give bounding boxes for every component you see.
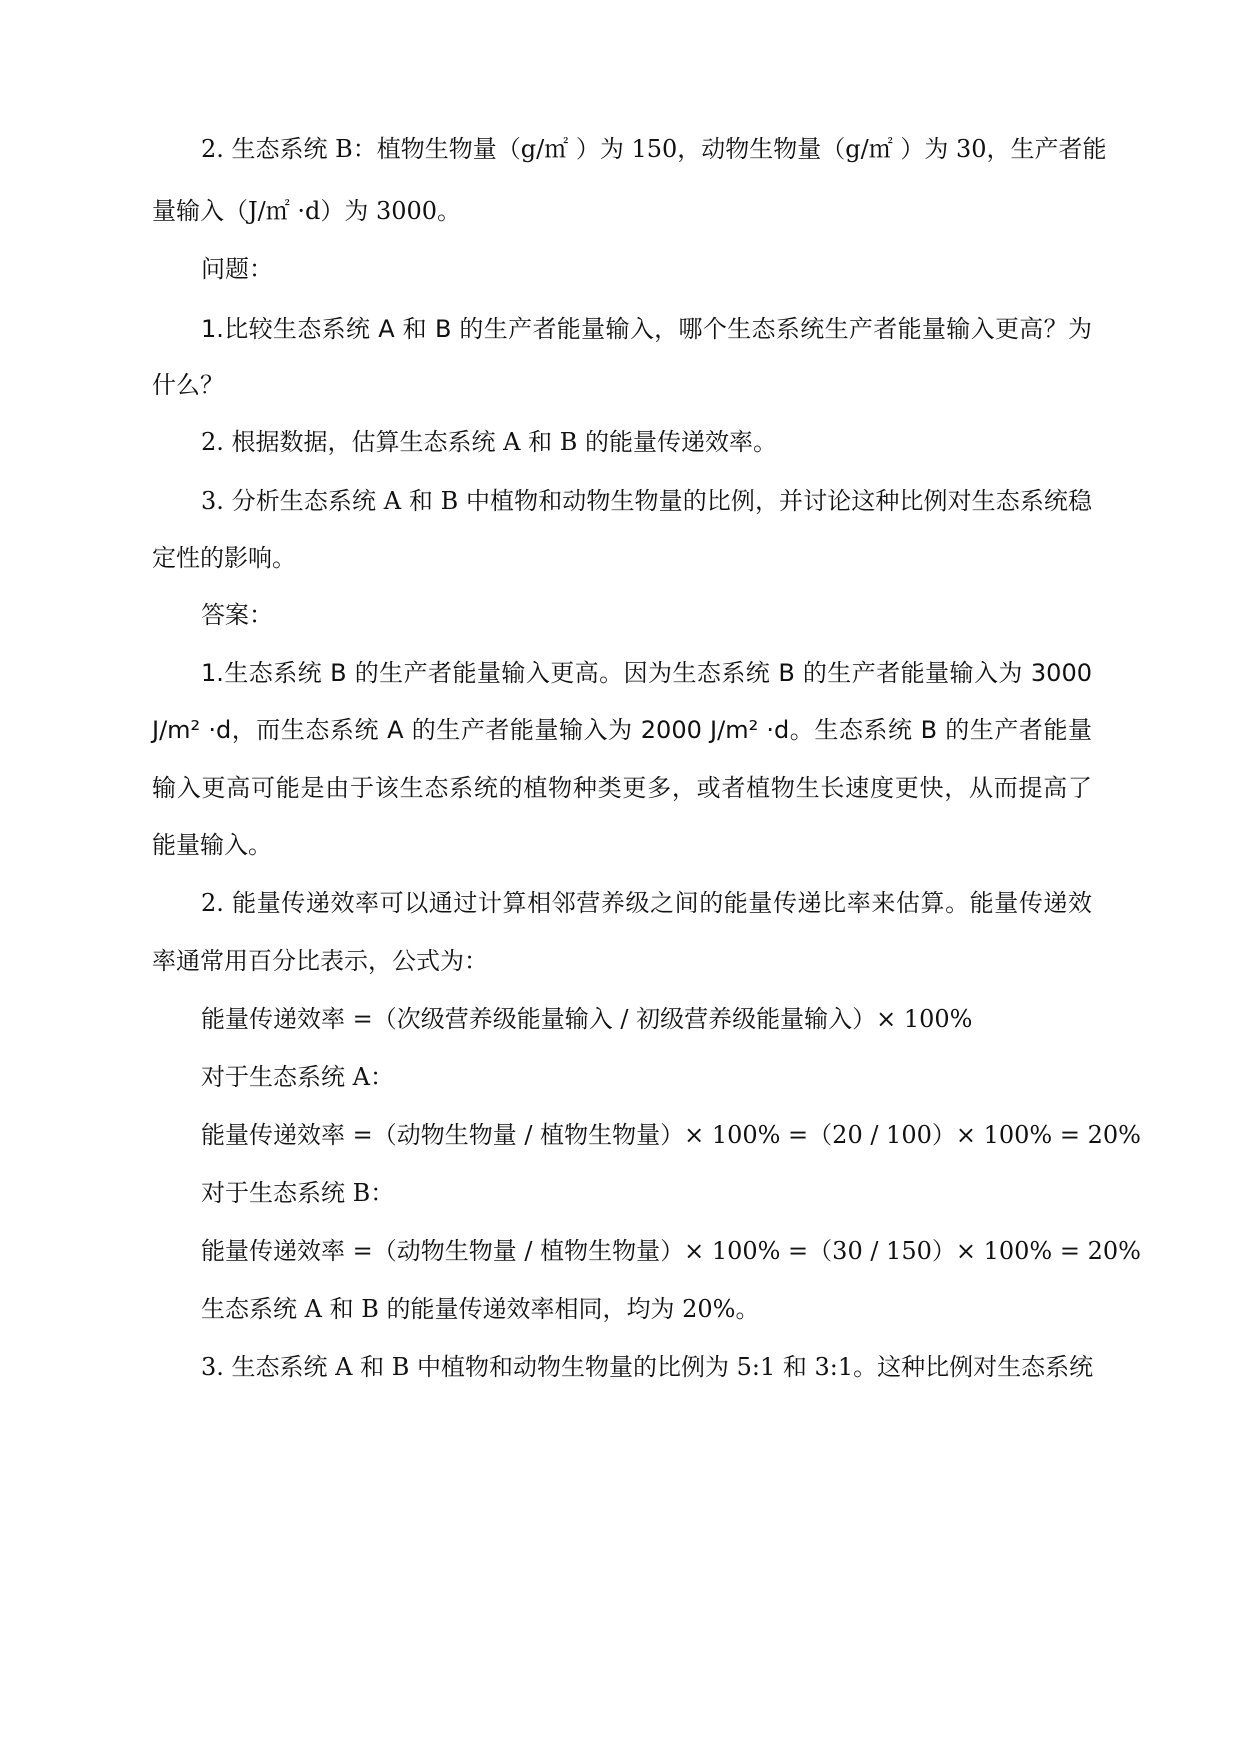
text-line: 2. 能量传递效率可以通过计算相邻营养级之间的能量传递比率来估算。能量传递效 [201, 889, 1092, 917]
text-line: 对于生态系统 A： [201, 1063, 394, 1091]
text-line: 定性的影响。 [152, 544, 296, 572]
text-line: 3. 生态系统 A 和 B 中植物和动物生物量的比例为 5:1 和 3:1。这种比例对生态系统 [201, 1353, 1094, 1381]
text-line: 率通常用百分比表示，公式为： [152, 947, 488, 975]
text-line: J/m² ·d，而生态系统 A 的生产者能量输入为 2000 J/m² ·d。生态系统 B 的生产者能量 [152, 716, 1092, 744]
formula-line: 能量传递效率 =（次级营养级能量输入 / 初级营养级能量输入）× 100% [201, 1005, 973, 1033]
text-line: 输入更高可能是由于该生态系统的植物种类更多，或者植物生长速度更快，从而提高了 [152, 774, 1092, 802]
text-line: 2. 生态系统 B：植物生物量（g/㎡ ）为 150，动物生物量（g/㎡ ）为 30，生产者能 [201, 135, 1107, 163]
formula-line: 能量传递效率 =（动物生物量 / 植物生物量）× 100% =（30 / 150）× 100% = 20% [201, 1237, 1141, 1265]
text-line: 答案： [201, 601, 273, 629]
text-line: 1.比较生态系统 A 和 B 的生产者能量输入，哪个生态系统生产者能量输入更高？为 [201, 315, 1092, 343]
text-line: 2. 根据数据，估算生态系统 A 和 B 的能量传递效率。 [201, 428, 778, 456]
text-line: 问题： [201, 255, 273, 283]
text-line: 量输入（J/㎡ ·d）为 3000。 [152, 197, 462, 225]
text-line: 3. 分析生态系统 A 和 B 中植物和动物生物量的比例，并讨论这种比例对生态系统稳 [201, 487, 1092, 515]
text-line: 什么？ [152, 371, 224, 399]
text-line: 1.生态系统 B 的生产者能量输入更高。因为生态系统 B 的生产者能量输入为 3000 [201, 659, 1092, 687]
formula-line: 能量传递效率 =（动物生物量 / 植物生物量）× 100% =（20 / 100）× 100% = 20% [201, 1121, 1141, 1149]
text-line: 能量输入。 [152, 831, 272, 859]
text-line: 对于生态系统 B： [201, 1179, 395, 1207]
text-line: 生态系统 A 和 B 的能量传递效率相同，均为 20%。 [201, 1295, 760, 1323]
